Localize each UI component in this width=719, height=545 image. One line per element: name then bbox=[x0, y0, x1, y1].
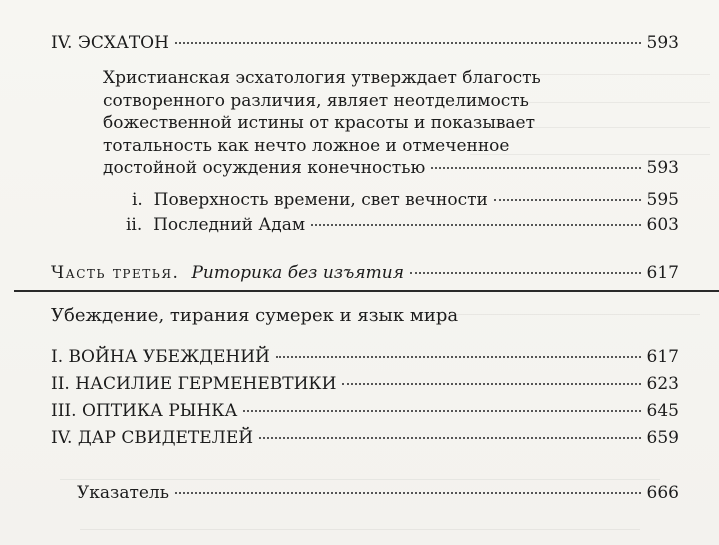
leader-dots bbox=[431, 167, 640, 169]
toc-entry-label: i. Поверхность времени, свет вечности bbox=[132, 190, 488, 210]
section-divider bbox=[14, 290, 719, 292]
chapter-summary bbox=[103, 67, 679, 180]
leader-dots bbox=[410, 272, 641, 274]
toc-chapter[interactable] bbox=[51, 346, 679, 368]
bleed-through-texture bbox=[80, 515, 640, 530]
leader-dots bbox=[175, 42, 641, 44]
toc-page-number: 666 bbox=[646, 483, 679, 503]
toc-chapter[interactable] bbox=[51, 373, 679, 395]
toc-page-number: 595 bbox=[646, 190, 679, 210]
bleed-through-texture bbox=[60, 465, 660, 480]
leader-dots bbox=[342, 383, 640, 385]
toc-page-number: 645 bbox=[646, 401, 679, 421]
toc-index[interactable] bbox=[77, 482, 679, 504]
toc-entry-label: I. ВОЙНА УБЕЖДЕНИЙ bbox=[51, 347, 270, 367]
section-heading: Убеждение, тирания сумерек и язык мира bbox=[51, 305, 459, 326]
toc-entry-label: IV. ЭСХАТОН bbox=[51, 33, 169, 53]
summary-line: достойной осуждения конечностью bbox=[103, 158, 426, 178]
toc-entry-label: II. НАСИЛИЕ ГЕРМЕНЕВТИКИ bbox=[51, 374, 337, 394]
toc-page-number: 603 bbox=[646, 215, 679, 235]
leader-dots bbox=[494, 199, 641, 201]
toc-page-number: 617 bbox=[646, 347, 679, 367]
toc-chapter[interactable] bbox=[51, 400, 679, 422]
leader-dots bbox=[311, 224, 640, 226]
toc-page-number: 623 bbox=[646, 374, 679, 394]
toc-entry-label: ii. Последний Адам bbox=[126, 215, 306, 235]
summary-line: божественной истины от красоты и показывает bbox=[103, 113, 536, 133]
toc-part-three[interactable] bbox=[51, 262, 679, 284]
summary-line: сотворенного различия, являет неотделимость bbox=[103, 90, 529, 111]
toc-page-number: 659 bbox=[646, 428, 679, 448]
part-label: Часть третья. bbox=[51, 263, 180, 283]
toc-chapter[interactable] bbox=[51, 427, 679, 449]
toc-page-number: 617 bbox=[646, 263, 679, 283]
toc-page-number: 593 bbox=[646, 33, 679, 53]
toc-page-number: 593 bbox=[646, 158, 679, 178]
toc-entry-label: III. ОПТИКА РЫНКА bbox=[51, 401, 238, 421]
summary-last-line[interactable] bbox=[103, 157, 679, 180]
summary-line: тотальность как нечто ложное и отмеченное bbox=[103, 135, 510, 156]
toc-entry-label: Указатель bbox=[77, 483, 169, 503]
bleed-through-texture bbox=[420, 300, 700, 315]
toc-entry-label: IV. ДАР СВИДЕТЕЛЕЙ bbox=[51, 428, 254, 448]
part-title: Риторика без изъятия bbox=[191, 263, 404, 283]
leader-dots bbox=[259, 437, 640, 439]
leader-dots bbox=[243, 410, 640, 412]
toc-subsection[interactable] bbox=[126, 214, 679, 236]
summary-line: Христианская эсхатология утверждает благость bbox=[103, 68, 541, 88]
leader-dots bbox=[175, 492, 641, 494]
toc-entry-eschaton[interactable] bbox=[51, 32, 679, 54]
leader-dots bbox=[276, 356, 641, 358]
toc-subsection[interactable] bbox=[132, 189, 679, 211]
